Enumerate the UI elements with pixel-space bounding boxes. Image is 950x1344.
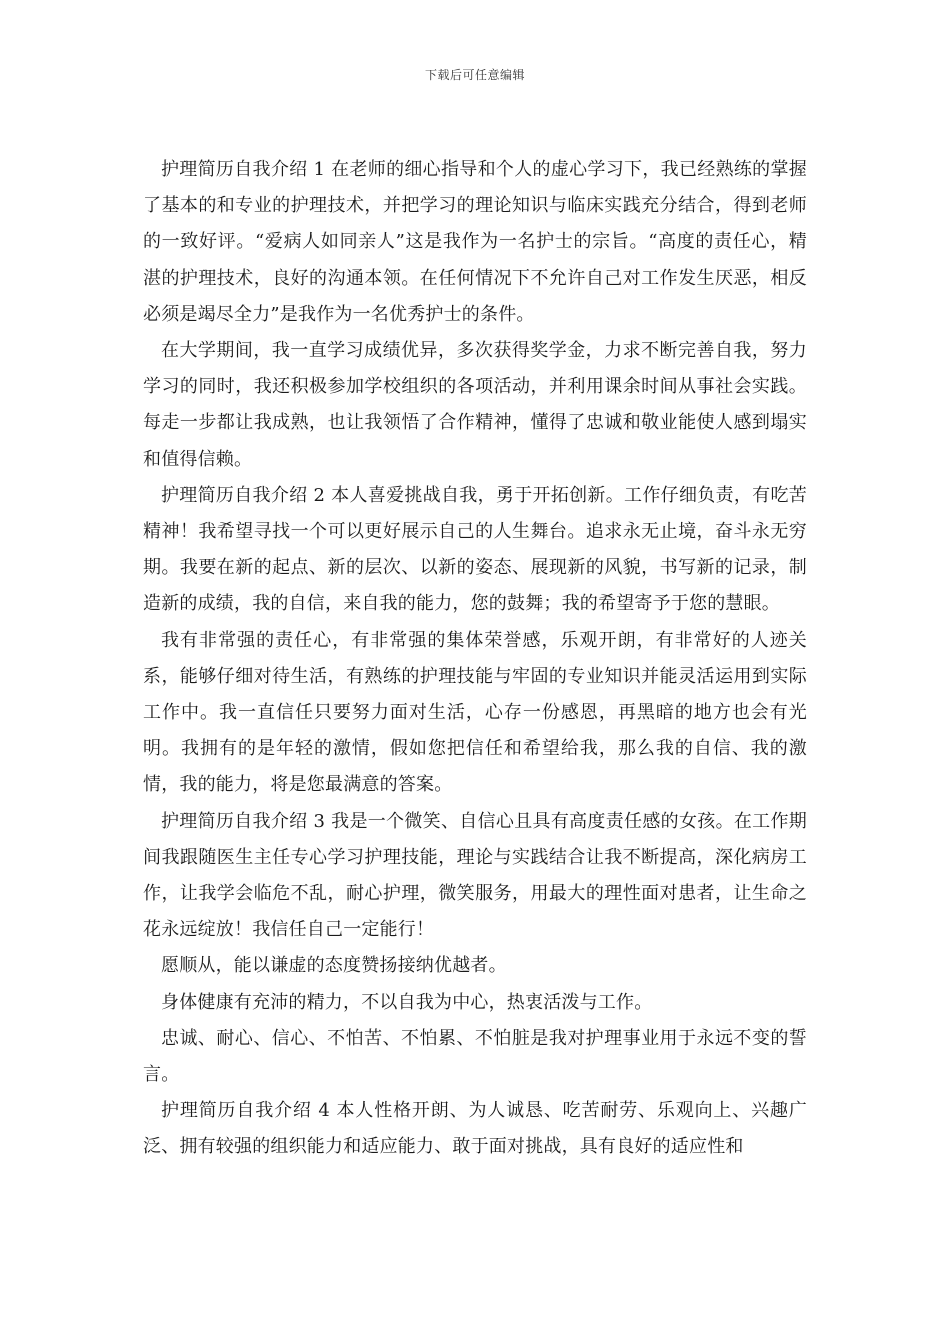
paragraph-6: 愿顺从，能以谦虚的态度赞扬接纳优越者。 <box>161 955 507 977</box>
document-body <box>143 152 807 1166</box>
paragraph-3: 护理简历自我介绍 2 本人喜爱挑战自我，勇于开拓创新。工作仔细负责，有吃苦精神！我希望寻找一个可以更好展示自己的人生舞台。追求永无止境，奋斗永无穷期。我要在新的起点、新的层次、以新的姿态、展现新的风貌，书写新的记录，制造新的成绩，我的自信，来自我的能力，您的鼓舞；我的希望寄予于您的慧眼。 <box>143 484 807 615</box>
paragraph-9: 护理简历自我介绍 4 本人性格开朗、为人诚恳、吃苦耐劳、乐观向上、兴趣广泛、拥有较强的组织能力和适应能力、敢于面对挑战，具有良好的适应性和 <box>143 1100 807 1158</box>
paragraph-8: 忠诚、耐心、信心、不怕苦、不怕累、不怕脏是我对护理事业用于永远不变的誓言。 <box>143 1027 807 1086</box>
paragraph-5: 护理简历自我介绍 3 我是一个微笑、自信心且具有高度责任感的女孩。在工作期间我跟随医生主任专心学习护理技能，理论与实践结合让我不断提高，深化病房工作，让我学会临危不乱，耐心护理，微笑服务，用最大的理性面对患者，让生命之花永远绽放！我信任自己一定能行！ <box>143 810 807 941</box>
paragraph-2: 在大学期间，我一直学习成绩优异，多次获得奖学金，力求不断完善自我，努力学习的同时，我还积极参加学校组织的各项活动，并利用课余时间从事社会实践。每走一步都让我成熟，也让我领悟了合作精神，懂得了忠诚和敬业能使人感到塌实和值得信赖。 <box>143 340 807 470</box>
paragraph-7: 身体健康有充沛的精力，不以自我为中心，热衷活泼与工作。 <box>161 991 653 1013</box>
paragraph-1: 护理简历自我介绍 1 在老师的细心指导和个人的虚心学习下，我已经熟练的掌握了基本的和专业的护理技术，并把学习的理论知识与临床实践充分结合，得到老师的一致好评。“爱病人如同亲人”这是我作为一名护士的宗旨。“高度的责任心，精湛的护理技术，良好的沟通本领。在任何情况下不允许自己对工作发生厌恶，相反必须是竭尽全力”是我作为一名优秀护士的条件。 <box>143 159 807 325</box>
page-header: 下载后可任意编辑 <box>424 68 525 82</box>
paragraph-4: 我有非常强的责任心，有非常强的集体荣誉感，乐观开朗，有非常好的人迹关系，能够仔细对待生活，有熟练的护理技能与牢固的专业知识并能灵活运用到实际工作中。我一直信任只要努力面对生活，心存一份感恩，再黑暗的地方也会有光明。我拥有的是年轻的激情，假如您把信任和希望给我，那么我的自信、我的激情，我的能力，将是您最满意的答案。 <box>143 629 807 796</box>
